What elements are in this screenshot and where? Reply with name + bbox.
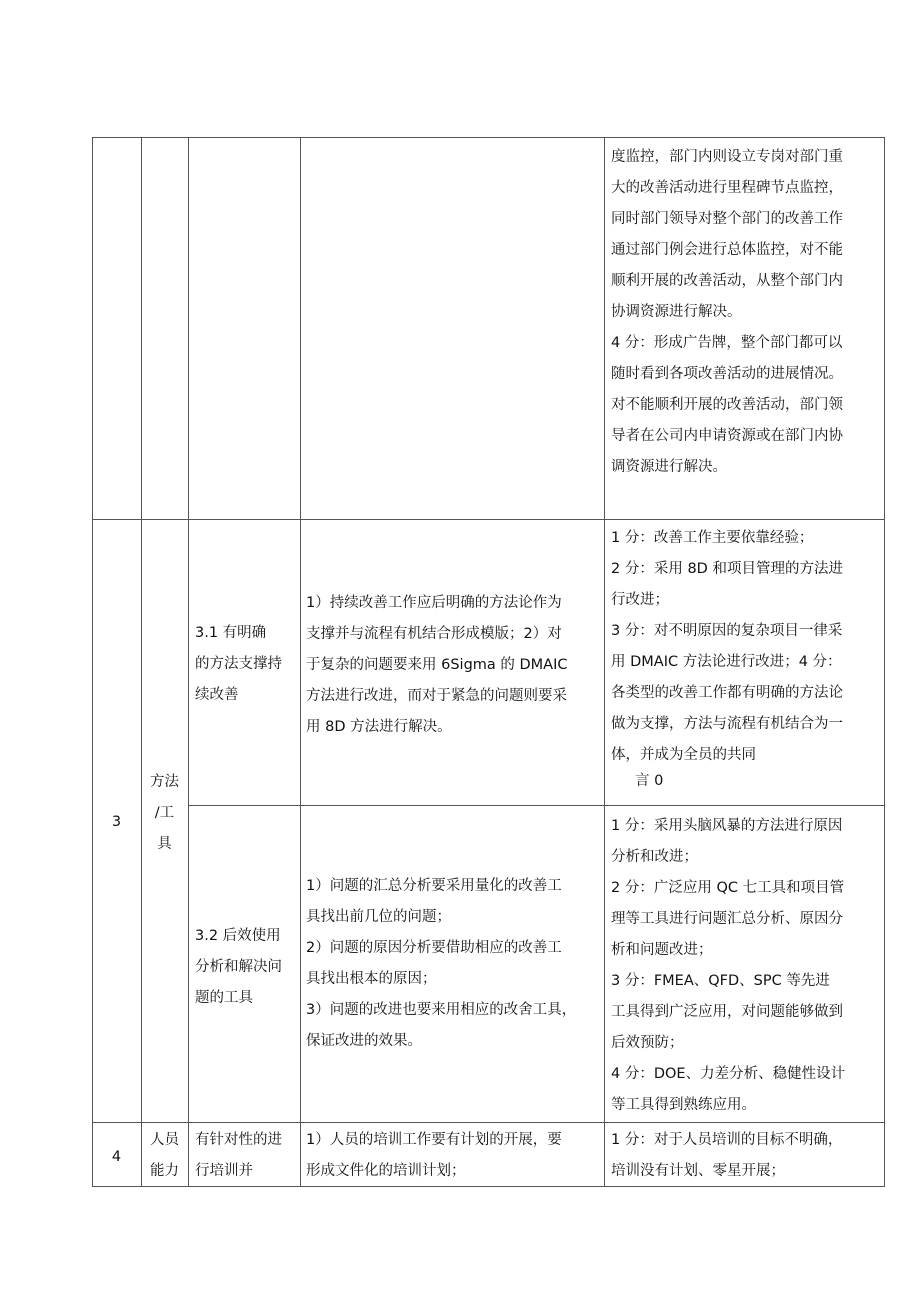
criteria-line: 等工具得到熟练应用。 (611, 1097, 756, 1113)
category-line: 方法 (150, 774, 179, 790)
criteria-line: 工具得到广泛应用，对问题能够做到 (611, 1004, 843, 1020)
requirement-line: 于复杂的问题要来用 6Sigma 的 DMAIC (306, 657, 568, 673)
criteria-line: 大的改善活动进行里程碑节点监控， (611, 180, 843, 196)
criteria-cell (611, 523, 882, 791)
criteria-line: 各类型的改善工作都有明确的方法论 (611, 685, 843, 701)
column-divider (188, 137, 189, 1187)
requirement-cell (306, 871, 603, 1057)
criteria-line: 做为支撑，方法与流程有机结合为一 (611, 716, 843, 732)
evaluation-table (92, 137, 885, 1187)
column-divider (604, 137, 605, 1187)
criteria-line: 随时看到各项改善活动的进展情况。 (611, 366, 843, 382)
title-line: 行培训并 (195, 1163, 253, 1179)
criteria-line: 协调资源进行解决。 (611, 304, 742, 320)
requirement-line: 具找出根本的原因； (306, 971, 437, 987)
requirement-line: 方法进行改进，而对于紧急的问题则要采 (306, 688, 567, 704)
requirement-line: 1）持续改善工作应后明确的方法论作为 (306, 595, 562, 611)
title-line: 3.1 有明确 (195, 625, 267, 641)
category-cell (141, 1125, 188, 1187)
row-divider (92, 1122, 885, 1123)
title-line: 有针对性的进 (195, 1132, 282, 1148)
title-line: 续改善 (195, 687, 239, 703)
title-line: 分析和解决问 (195, 959, 282, 975)
criteria-line: 通过部门例会进行总体监控，对不能 (611, 242, 843, 258)
continued-criteria (611, 142, 881, 483)
criteria-cell (611, 811, 882, 1121)
criteria-line: 4 分：形成广告牌，整个部门都可以 (611, 335, 843, 351)
requirement-cell (306, 588, 603, 743)
column-divider (92, 137, 93, 1187)
criteria-line: 体，并成为全员的共同 (611, 747, 756, 763)
subitem-title (195, 1125, 299, 1187)
criteria-line: 行改进； (611, 592, 669, 608)
requirement-line: 1）人员的培训工作要有计划的开展，要 (306, 1132, 562, 1148)
requirement-line: 保证改进的效果。 (306, 1033, 422, 1049)
column-divider (141, 137, 142, 1187)
criteria-line: 1 分：对于人员培训的目标不明确， (611, 1132, 843, 1148)
table-top-border (92, 137, 885, 138)
column-divider (884, 137, 885, 1187)
category-line: 能力 (150, 1163, 179, 1179)
criteria-line: 1 分：改善工作主要依靠经验； (611, 530, 814, 546)
requirement-line: 1）问题的汇总分析要采用量化的改善工 (306, 878, 562, 894)
criteria-line: 培训没有计划、零星开展； (611, 1163, 785, 1179)
criteria-line: 理等工具进行问题汇总分析、原因分 (611, 911, 843, 927)
subitem-title (195, 921, 299, 1014)
requirement-line: 用 8D 方法进行解决。 (306, 719, 452, 735)
criteria-line: 顺利开展的改善活动，从整个部门内 (611, 273, 843, 289)
title-line: 题的工具 (195, 990, 253, 1006)
requirement-line: 形成文件化的培训计划； (306, 1163, 466, 1179)
criteria-line: 同时部门领导对整个部门的改善工作 (611, 211, 843, 227)
criteria-line: 导者在公司内申请资源或在部门内协 (611, 428, 843, 444)
criteria-line: 分析和改进； (611, 849, 698, 865)
column-divider (300, 137, 301, 1187)
requirement-line: 支撑并与流程有机结合形成模版；2）对 (306, 626, 562, 642)
category-line: 人员 (150, 1132, 179, 1148)
title-line: 3.2 后效使用 (195, 928, 281, 944)
criteria-line: 2 分：采用 8D 和项目管理的方法进 (611, 561, 843, 577)
criteria-line: 2 分：广泛应用 QC 七工具和项目管 (611, 880, 845, 896)
category-cell (141, 767, 188, 860)
criteria-cell (611, 1125, 882, 1187)
requirement-line: 具找出前几位的问题； (306, 909, 451, 925)
row-number: 3 (111, 814, 122, 830)
criteria-line: 对不能顺利开展的改善活动，部门领 (611, 397, 843, 413)
category-line: 具 (157, 836, 172, 852)
category-line: /工 (154, 805, 175, 821)
criteria-line: 析和问题改进； (611, 942, 713, 958)
criteria-line: 言 0 (635, 773, 664, 789)
criteria-line: 3 分：FMEA、QFD、SPC 等先进 (611, 973, 830, 989)
row-divider (188, 805, 885, 806)
criteria-line: 用 DMAIC 方法论进行改进；4 分： (611, 654, 842, 670)
subitem-title (195, 618, 299, 711)
criteria-line: 度监控，部门内则设立专岗对部门重 (611, 149, 843, 165)
criteria-line: 1 分：采用头脑风暴的方法进行原因 (611, 818, 843, 834)
requirement-cell (306, 1125, 603, 1187)
row-number: 4 (111, 1149, 122, 1165)
row-divider (92, 519, 885, 520)
criteria-line: 后效预防； (611, 1035, 684, 1051)
requirement-line: 2）问题的原因分析要借助相应的改善工 (306, 940, 562, 956)
requirement-line: 3）问题的改进也要来用相应的改舍工具， (306, 1002, 577, 1018)
criteria-line: 3 分：对不明原因的复杂项目一律采 (611, 623, 843, 639)
criteria-line: 调资源进行解决。 (611, 459, 727, 475)
criteria-line: 4 分：DOE、力差分析、稳健性设计 (611, 1066, 846, 1082)
title-line: 的方法支撑持 (195, 656, 282, 672)
